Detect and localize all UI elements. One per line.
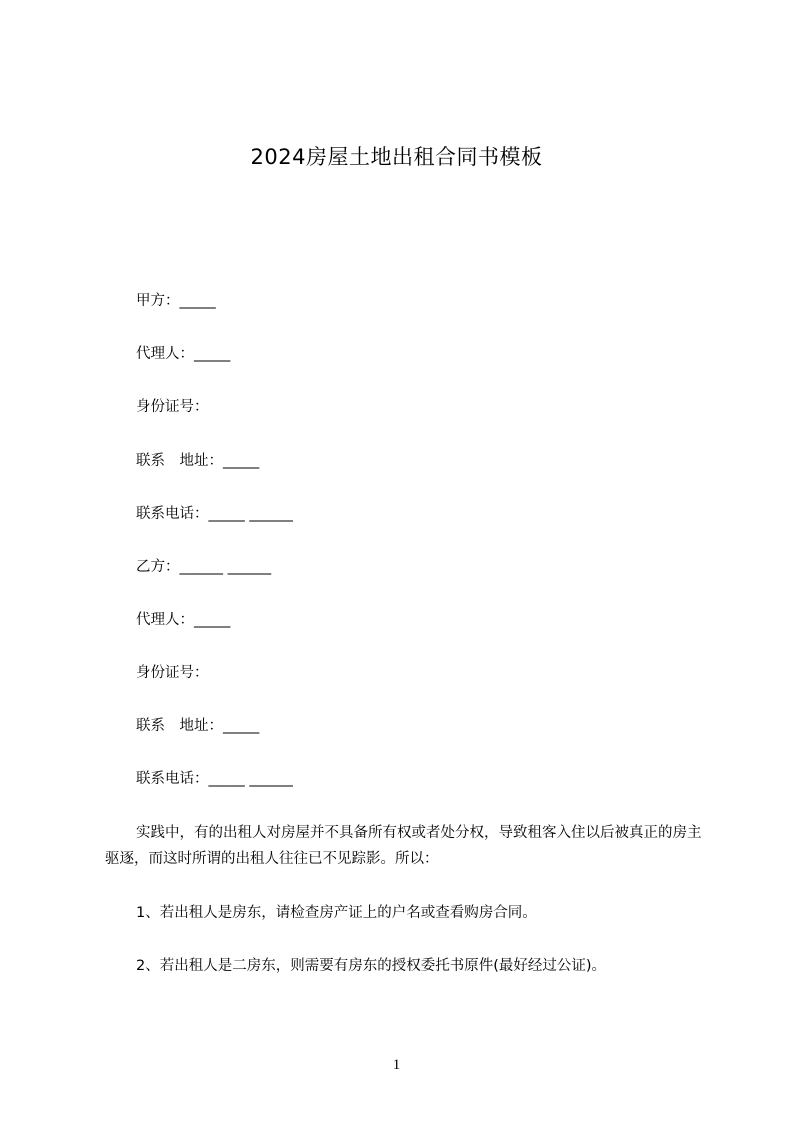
landlord-check-paragraph: 1、若出租人是房东，请检查房产证上的户名或查看购房合同。 xyxy=(136,905,537,921)
party-a-name-field: 甲方：_____ xyxy=(136,293,216,309)
party-a-phone-field: 联系电话：_____ ______ xyxy=(136,506,293,522)
page-number: 1 xyxy=(392,1057,401,1073)
practice-note-paragraph: 实践中，有的出租人对房屋并不具备所有权或者处分权，导致租客入住以后被真正的房主驱逐，而这时所谓的出租人往往已不见踪影。所以： xyxy=(105,825,702,867)
party-b-id-field: 身份证号： xyxy=(136,665,209,681)
party-b-phone-field: 联系电话：_____ ______ xyxy=(136,771,293,787)
party-a-address-field: 联系 地址：_____ xyxy=(136,453,260,469)
party-a-agent-field: 代理人：_____ xyxy=(136,346,231,362)
party-b-agent-field: 代理人：_____ xyxy=(136,612,231,628)
party-a-id-field: 身份证号： xyxy=(136,399,209,415)
document-title: 2024房屋土地出租合同书模板 xyxy=(250,145,543,169)
party-b-address-field: 联系 地址：_____ xyxy=(136,718,260,734)
sublandlord-check-paragraph: 2、若出租人是二房东，则需要有房东的授权委托书原件(最好经过公证)。 xyxy=(136,958,607,974)
party-b-name-field: 乙方：______ ______ xyxy=(136,559,272,575)
